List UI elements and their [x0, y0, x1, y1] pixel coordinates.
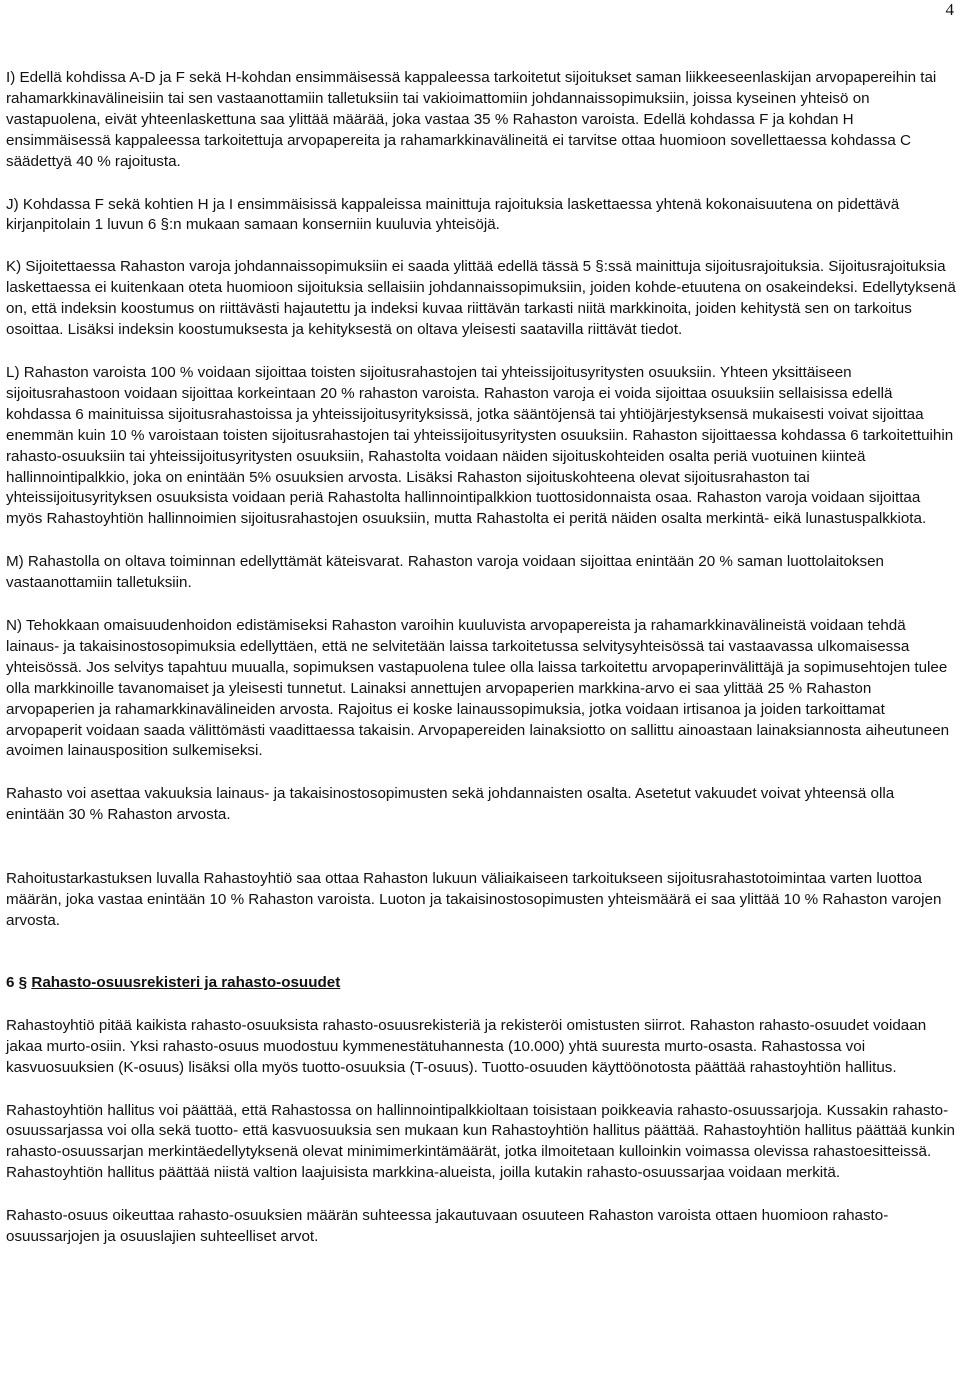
section-6-heading: [6, 973, 956, 994]
paragraph-l: L) Rahaston varoista 100 % voidaan sijoittaa toisten sijoitusrahastojen tai yhteissijoitusyritysten osuuksiin. Yhteen yksittäiseen sijoitusrahastoon voidaan sijoittaa korkeintaan 20 % rahaston varoista. Rahaston varoja ei voida sijoittaa osuuksiin sellaisissa edellä kohdassa 6 mainituissa sijoitusrahastoissa ja yhteissijoitusyrityksissä, jotka sääntöjensä tai yhtiöjärjestyksensä mukaisesti voivat sijoittaa enemmän kuin 10 % varoistaan toisten sijoitusrahastojen tai yhteissijoitusyritysten osuuksiin. Rahaston sijoittaessa kohdassa 6 tarkoitettuihin rahasto-osuuksiin tai yhteissijoitusyritysten osuuksiin, Rahastolta voidaan näiden sijoituskohteiden osalta periä vuotuinen kiinteä hallinnointipalkkio, joka on enintään 5% osuuksien arvosta. Lisäksi Rahaston sijoituskohteena olevat sijoitusrahaston tai yhteissijoitusyrityksen osuuksista voidaan periä Rahastolta hallinnointipalkkion tuottosidonnaista osaa. Rahaston varoja voidaan sijoittaa myös Rahastoyhtiön hallinnoimien sijoitusrahastojen osuuksiin, mutta Rahastolta ei peritä näiden osalta merkintä- eikä lunastuspalkkiota.: [6, 363, 954, 528]
section-6-number: 6 §: [6, 973, 28, 991]
section-6-paragraph-1: Rahastoyhtiö pitää kaikista rahasto-osuuksista rahasto-osuusrekisteriä ja rekisteröi omistusten siirrot. Rahaston rahasto-osuudet voidaan jakaa murto-osiin. Yksi rahasto-osuus muodostuu kymmenestätuhannesta (10.000) yhtä suuresta murto-osasta. Rahastossa voi kasvuosuuksien (K-osuus) lisäksi olla myös tuotto-osuuksia (T-osuus). Tuotto-osuuden käyttöönotosta päättää rahastoyhtiön hallitus.: [6, 1016, 927, 1076]
paragraph-k: K) Sijoitettaessa Rahaston varoja johdannaissopimuksiin ei saada ylittää edellä tässä 5 §:ssä mainittuja sijoitusrajoituksia. Sijoitusrajoituksia laskettaessa ei kuitenkaan oteta huomioon sijoituksia sellaisiin johdannaissopimuksiin, joiden kohde-etuutena on osakeindeksi. Edellytyksenä on, että indeksin koostumus on riittävästi hajautettu ja indeksi kuvaa riittävän tarkasti niitä markkinoita, joiden kehitystä sen on tarkoitus osoittaa. Lisäksi indeksin koostumuksesta ja kehityksestä on oltava yleisesti saatavilla riittävät tiedot.: [6, 258, 956, 339]
document-body: [6, 68, 956, 1248]
section-6-paragraph-3: Rahasto-osuus oikeuttaa rahasto-osuuksien määrän suhteessa jakautuvaan osuuteen Rahaston varoista ottaen huomioon rahasto-osuussarjojen ja osuuslajien suhteelliset arvot.: [6, 1207, 889, 1246]
paragraph-m: M) Rahastolla on oltava toiminnan edellyttämät käteisvarat. Rahaston varoja voidaan sijoittaa enintään 20 % saman luottolaitoksen vastaanottamiin talletuksiin.: [6, 553, 885, 592]
section-6-paragraph-2: Rahastoyhtiön hallitus voi päättää, että Rahastossa on hallinnointipalkkioltaan toisistaan poikkeavia rahasto-osuussarjoja. Kussakin rahasto-osuussarjassa voi olla sekä tuotto- että kasvuosuuksia sen mukaan kun Rahastoyhtiön hallitus päättää. Rahastoyhtiön hallitus päättää kunkin rahasto-osuussarjan merkintäedellytyksenä olevat minimimerkintämäärät, jotka ilmoitetaan kulloinkin voimassa olevissa rahastoesitteissä. Rahastoyhtiön hallitus päättää niistä valtion laajuisista markkina-alueista, joilla kutakin rahasto-osuussarjaa voidaan merkitä.: [6, 1101, 955, 1182]
paragraph-credit: Rahoitustarkastuksen luvalla Rahastoyhtiö saa ottaa Rahaston lukuun väliaikaiseen tarkoitukseen sijoitusrahastotoimintaa varten luottoa määrän, joka vastaa enintään 10 % Rahaston varoista. Luoton ja takaisinostosopimusten yhteismäärä ei saa ylittää 10 % Rahaston varojen arvosta.: [6, 870, 942, 929]
paragraph-collateral: Rahasto voi asettaa vakuuksia lainaus- ja takaisinostosopimusten sekä johdannaisten osalta. Asetetut vakuudet voivat yhteensä olla enintään 30 % Rahaston arvosta.: [6, 785, 895, 824]
page-number: 4: [945, 0, 954, 19]
section-6-title: Rahasto-osuusrekisteri ja rahasto-osuudet: [31, 973, 341, 991]
paragraph-n: N) Tehokkaan omaisuudenhoidon edistämiseksi Rahaston varoihin kuuluvista arvopapereista ja rahamarkkinavälineistä voidaan tehdä lainaus- ja takaisinostosopimuksia edellyttäen, että ne selvitetään laissa tarkoitetussa selvitysyhteisössä tai vastaavassa ulkomaisessa yhteisössä. Jos selvitys tapahtuu muualla, sopimuksen vastapuolena tulee olla laissa tarkoitettu arvopaperinvälittäjä ja sopimusehtojen tulee olla markkinoille tavanomaiset ja yleisesti tunnetut. Lainaksi annettujen arvopaperien markkina-arvo ei saa ylittää 25 % Rahaston arvopaperien ja rahamarkkinavälineiden arvosta. Rajoitus ei koske lainaussopimuksia, jotka voidaan irtisanoa ja joiden tarkoittamat arvopaperit voidaan saada välittömästi vaadittaessa takaisin. Arvopapereiden lainaksiotto on sallittu ainoastaan lainaksiannosta aiheutuneen avoimen lainausposition sulkemiseksi.: [6, 617, 950, 760]
paragraph-j: J) Kohdassa F sekä kohtien H ja I ensimmäisissä kappaleissa mainittuja rajoituksia laskettaessa yhtenä kokonaisuutena on pidettävä kirjanpitolain 1 luvun 6 §:n mukaan samaan konserniin kuuluvia yhteisöjä.: [6, 195, 900, 234]
paragraph-i: I) Edellä kohdissa A-D ja F sekä H-kohdan ensimmäisessä kappaleessa tarkoitetut sijoitukset saman liikkeeseenlaskijan arvopapereihin tai rahamarkkinavälineisiin tai sen vastaanottamiin talletuksiin tai vakioimattomiin johdannaissopimuksiin, joissa kyseinen yhteisö on vastapuolena, eivät yhteenlaskettuna saa ylittää määrää, joka vastaa 35 % Rahaston varoista. Edellä kohdassa F ja kohdan H ensimmäisessä kappaleessa tarkoitettuja arvopapereita ja rahamarkkinavälineitä ei tarvitse ottaa huomioon sovellettaessa kohdassa C säädettyä 40 % rajoitusta.: [6, 69, 937, 170]
